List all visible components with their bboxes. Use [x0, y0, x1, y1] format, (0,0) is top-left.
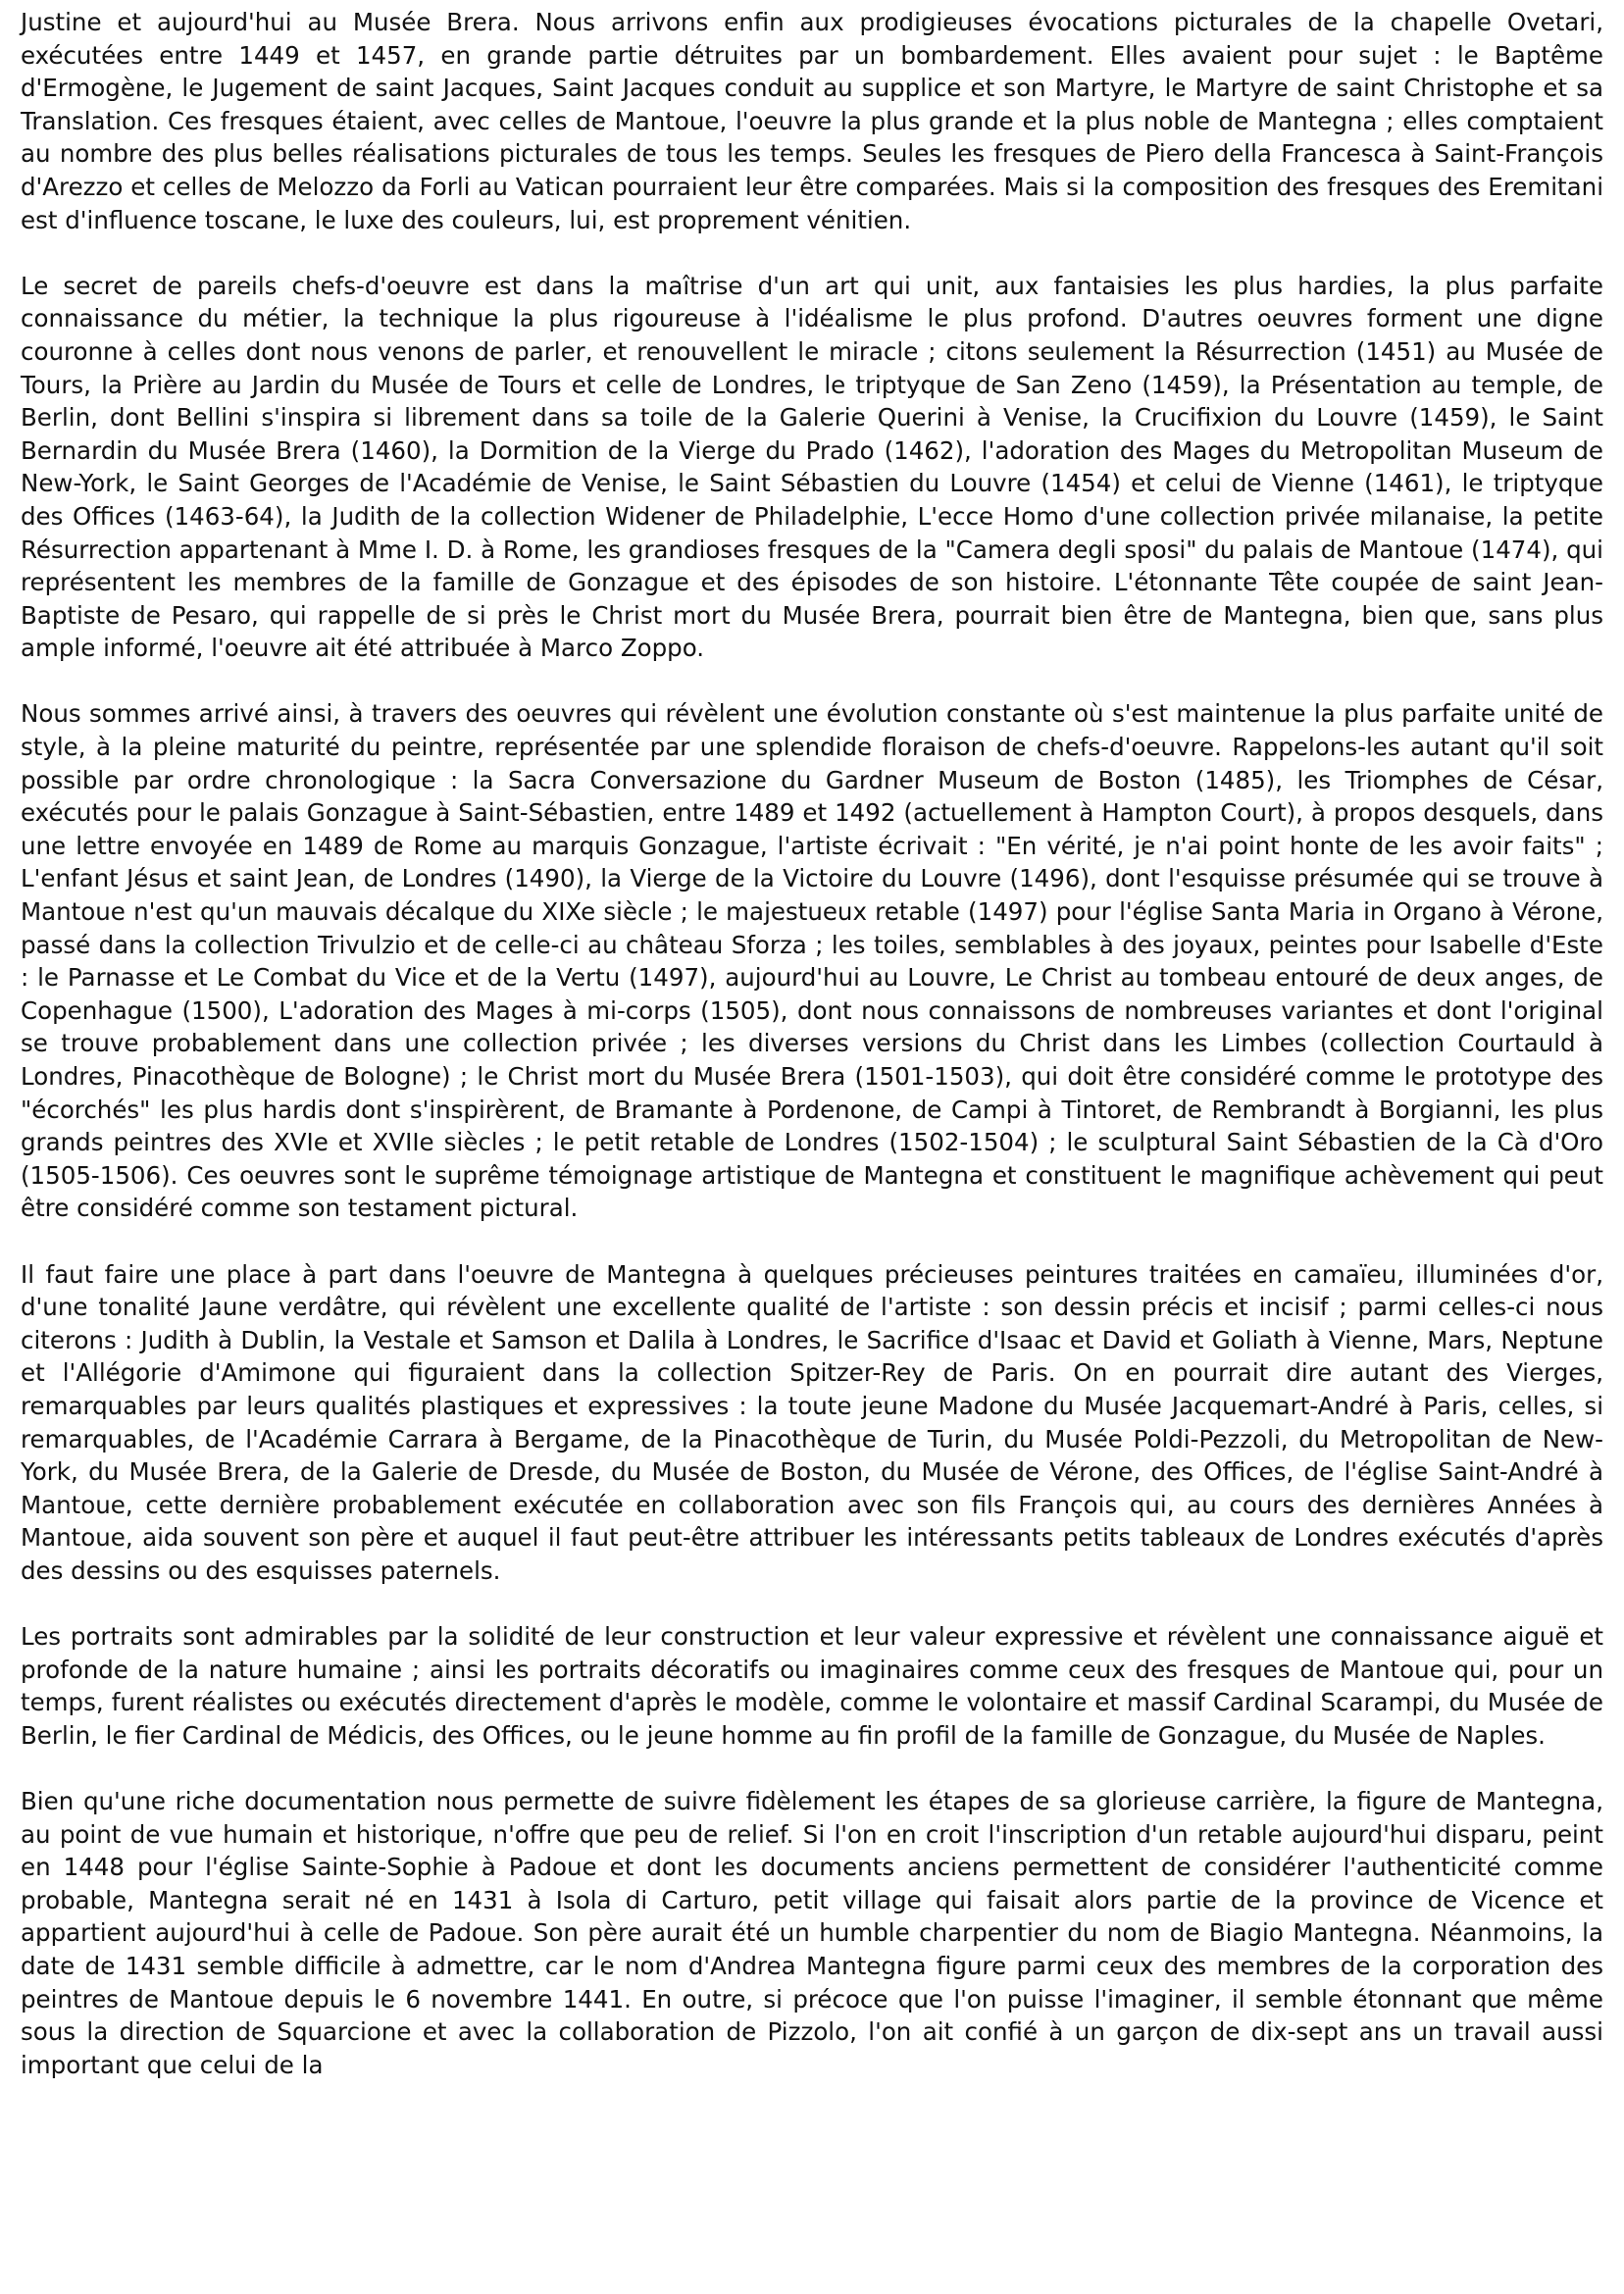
paragraph-maturity-works: Nous sommes arrivé ainsi, à travers des oeuvres qui révèlent une évolution constante où s'est maintenue la plus parfaite unité de style, à la pleine maturité du peintre, représentée par une splendide floraison de chefs-d'oeuvre. Rappelons-les autant qu'il soit possible par ordre chronologique : la Sacra Conversazione du Gardner Museum de Boston (1485), les Triomphes de César, exécutés pour le palais Gonzague à Saint-Sébastien, entre 1489 et 1492 (actuellement à Hampton Court), à propos desquels, dans une lettre envoyée en 1489 de Rome au marquis Gonzague, l'artiste écrivait : "En vérité, je n'ai point honte de les avoir faits" ; L'enfant Jésus et saint Jean, de Londres (1490), la Vierge de la Victoire du Louvre (1496), dont l'esquisse présumée qui se trouve à Mantoue n'est qu'un mauvais décalque du XIXe siècle ; le majestueux retable (1497) pour l'église Santa Maria in Organo à Vérone, passé dans la collection Trivulzio et de celle-ci au château Sforza ; les toiles, semblables à des joyaux, peintes pour Isabelle d'Este : le Parnasse et Le Combat du Vice et de la Vertu (1497), aujourd'hui au Louvre, Le Christ au tombeau entouré de deux anges, de Copenhague (1500), L'adoration des Mages à mi-corps (1505), dont nous connaissons de nombreuses variantes et dont l'original se trouve probablement dans une collection privée ; les diverses versions du Christ dans les Limbes (collection Courtauld à Londres, Pinacothèque de Bologne) ; le Christ mort du Musée Brera (1501-1503), qui doit être considéré comme le prototype des "écorchés" les plus hardis dont s'inspirèrent, de Bramante à Pordenone, de Campi à Tintoret, de Rembrandt à Borgianni, les plus grands peintres des XVIe et XVIIe siècles ; le petit retable de Londres (1502-1504) ; le sculptural Saint Sébastien de la Cà d'Oro (1505-1506). Ces oeuvres sont le suprême témoignage artistique de Mantegna et constituent le magnifique achèvement qui peut être considéré comme son testament pictural. [21, 699, 1603, 1223]
paragraph-masterpieces-list: Le secret de pareils chefs-d'oeuvre est dans la maîtrise d'un art qui unit, aux fantaisies les plus hardies, la plus parfaite connaissance du métier, la technique la plus rigoureuse à l'idéalisme le plus profond. D'autres oeuvres forment une digne couronne à celles dont nous venons de parler, et renouvellent le miracle ; citons seulement la Résurrection (1451) au Musée de Tours, la Prière au Jardin du Musée de Tours et celle de Londres, le triptyque de San Zeno (1459), la Présentation au temple, de Berlin, dont Bellini s'inspira si librement dans sa toile de la Galerie Querini à Venise, la Crucifixion du Louvre (1459), le Saint Bernardin du Musée Brera (1460), la Dormition de la Vierge du Prado (1462), l'adoration des Mages du Metropolitan Museum de New-York, le Saint Georges de l'Académie de Venise, le Saint Sébastien du Louvre (1454) et celui de Vienne (1461), le triptyque des Offices (1463-64), la Judith de la collection Widener de Philadelphie, L'ecce Homo d'une collection privée milanaise, la petite Résurrection appartenant à Mme I. D. à Rome, les grandioses fresques de la "Camera degli sposi" du palais de Mantoue (1474), qui représentent les membres de la famille de Gonzague et des épisodes de son histoire. L'étonnante Tête coupée de saint Jean-Baptiste de Pesaro, qui rappelle de si près le Christ mort du Musée Brera, pourrait bien être de Mantegna, bien que, sans plus ample informé, l'oeuvre ait été attribuée à Marco Zoppo. [21, 271, 1603, 663]
document-page [21, 6, 1603, 2081]
paragraph-biography: Bien qu'une riche documentation nous permette de suivre fidèlement les étapes de sa glorieuse carrière, la figure de Mantegna, au point de vue humain et historique, n'offre que peu de relief. Si l'on en croit l'inscription d'un retable aujourd'hui disparu, peint en 1448 pour l'église Sainte-Sophie à Padoue et dont les documents anciens permettent de considérer l'authenticité comme probable, Mantegna serait né en 1431 à Isola di Carturo, petit village qui faisait alors partie de la province de Vicence et appartient aujourd'hui à celle de Padoue. Son père aurait été un humble charpentier du nom de Biagio Mantegna. Néanmoins, la date de 1431 semble difficile à admettre, car le nom d'Andrea Mantegna figure parmi ceux des membres de la corporation des peintres de Mantoue depuis le 6 novembre 1441. En outre, si précoce que l'on puisse l'imaginer, il semble étonnant que même sous la direction de Squarcione et avec la collaboration de Pizzolo, l'on ait confié à un garçon de dix-sept ans un travail aussi important que celui de la [21, 1787, 1603, 2079]
paragraph-ovetari-frescoes: Justine et aujourd'hui au Musée Brera. Nous arrivons enfin aux prodigieuses évocations picturales de la chapelle Ovetari, exécutées entre 1449 et 1457, en grande partie détruites par un bombardement. Elles avaient pour sujet : le Baptême d'Ermogène, le Jugement de saint Jacques, Saint Jacques conduit au supplice et son Martyre, le Martyre de saint Christophe et sa Translation. Ces fresques étaient, avec celles de Mantoue, l'oeuvre la plus grande et la plus noble de Mantegna ; elles comptaient au nombre des plus belles réalisations picturales de tous les temps. Seules les fresques de Piero della Francesca à Saint-François d'Arezzo et celles de Melozzo da Forli au Vatican pourraient leur être comparées. Mais si la composition des fresques des Eremitani est d'influence toscane, le luxe des couleurs, lui, est proprement vénitien. [21, 8, 1603, 234]
paragraph-portraits: Les portraits sont admirables par la solidité de leur construction et leur valeur expressive et révèlent une connaissance aiguë et profonde de la nature humaine ; ainsi les portraits décoratifs ou imaginaires comme ceux des fresques de Mantoue qui, pour un temps, furent réalistes ou exécutés directement d'après le modèle, comme le volontaire et massif Cardinal Scarampi, du Musée de Berlin, le fier Cardinal de Médicis, des Offices, ou le jeune homme au fin profil de la famille de Gonzague, du Musée de Naples. [21, 1622, 1603, 1750]
paragraph-camaieu-and-virgins: Il faut faire une place à part dans l'oeuvre de Mantegna à quelques précieuses peintures traitées en camaïeu, illuminées d'or, d'une tonalité Jaune verdâtre, qui révèlent une excellente qualité de l'artiste : son dessin précis et incisif ; parmi celles-ci nous citerons : Judith à Dublin, la Vestale et Samson et Dalila à Londres, le Sacrifice d'Isaac et David et Goliath à Vienne, Mars, Neptune et l'Allégorie d'Amimone qui figuraient dans la collection Spitzer-Rey de Paris. On en pourrait dire autant des Vierges, remarquables par leurs qualités plastiques et expressives : la toute jeune Madone du Musée Jacquemart-André à Paris, celles, si remarquables, de l'Académie Carrara à Bergame, de la Pinacothèque de Turin, du Musée Poldi-Pezzoli, du Metropolitan de New-York, du Musée Brera, de la Galerie de Dresde, du Musée de Boston, du Musée de Vérone, des Offices, de l'église Saint-André à Mantoue, cette dernière probablement exécutée en collaboration avec son fils François qui, au cours des dernières Années à Mantoue, aida souvent son père et auquel il faut peut-être attribuer les intéressants petits tableaux de Londres exécutés d'après des dessins ou des esquisses paternels. [21, 1259, 1603, 1585]
